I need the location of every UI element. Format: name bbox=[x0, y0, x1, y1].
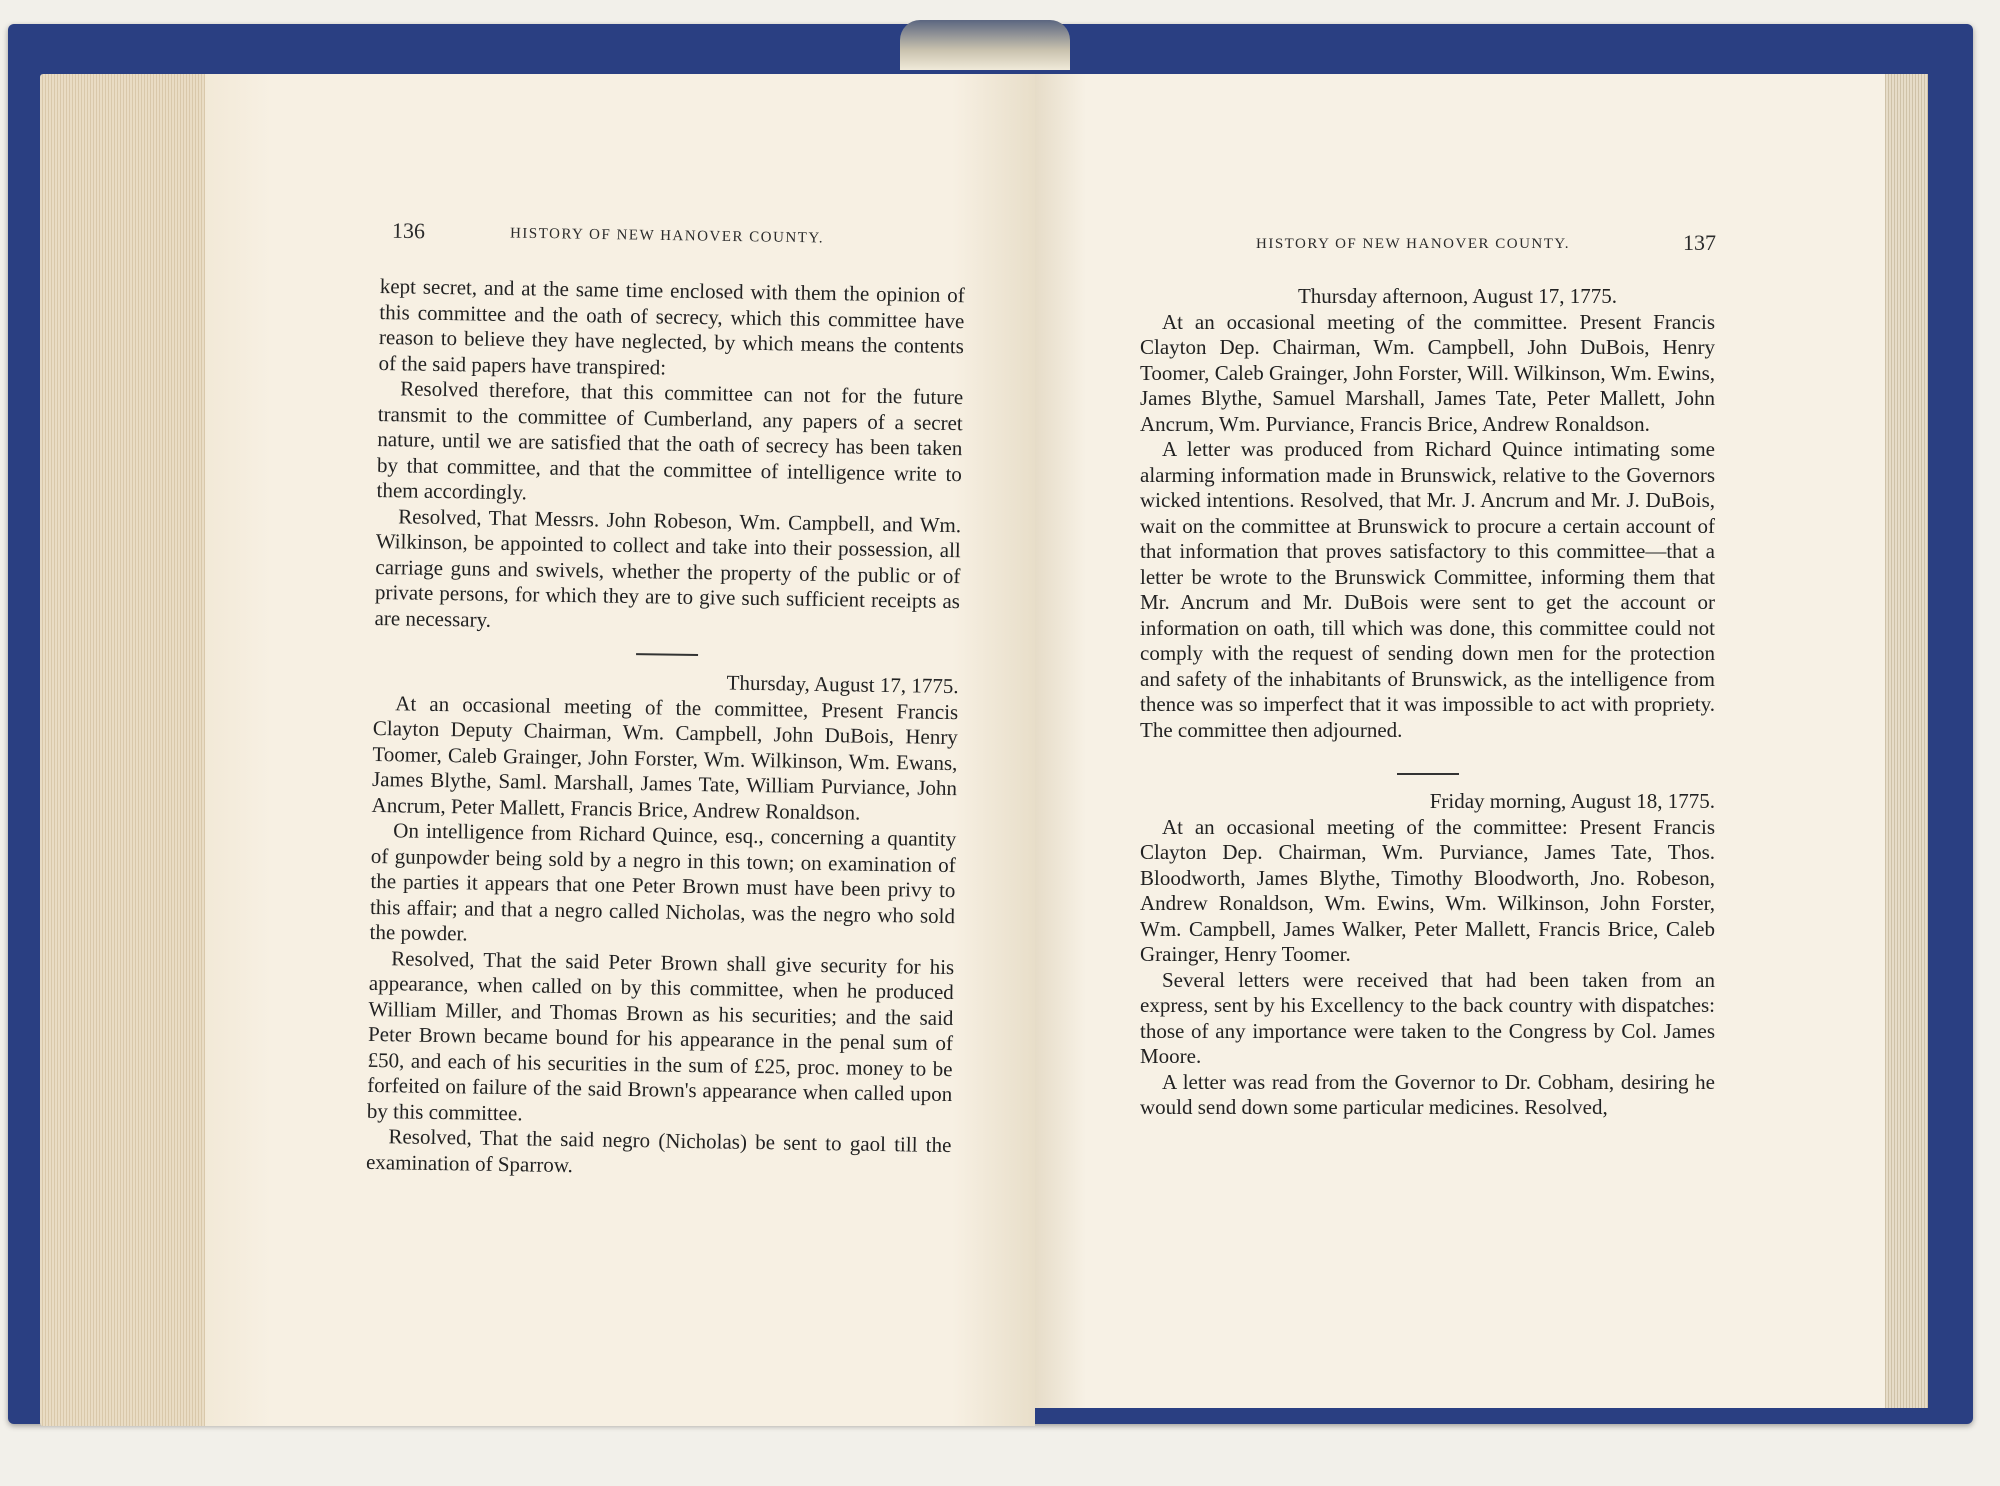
section-divider bbox=[1397, 773, 1459, 775]
paragraph: Resolved therefore, that this committee can not for the future transmit to the committee of Cumberland, any papers of a secret nature, until we are satisfied that the oath of secrecy has been taken by that committee, and that the committee of intelligence write to them accordingly. bbox=[376, 376, 964, 505]
left-page-number: 136 bbox=[391, 217, 426, 244]
dateline: Thursday afternoon, August 17, 1775. bbox=[1297, 284, 1618, 308]
left-running-head: HISTORY OF NEW HANOVER COUNTY. bbox=[509, 225, 825, 247]
left-page-body bbox=[366, 274, 965, 1184]
paragraph: Several letters were received that had been taken from an express, sent by his Excellency to the back country with dispatches: those of any importance were taken to the Congress by Col. James Moore. bbox=[1140, 967, 1715, 1068]
paragraph: Resolved, That the said negro (Nicholas) be sent to gaol till the examination of Sparrow. bbox=[365, 1124, 952, 1177]
left-page-edges bbox=[40, 74, 220, 1426]
paragraph: A letter was read from the Governor to Dr. Cobham, desiring he would send down some particular medicines. Resolved, bbox=[1140, 1069, 1715, 1119]
dateline: Friday morning, August 18, 1775. bbox=[1429, 789, 1715, 813]
right-page-number: 137 bbox=[1683, 230, 1716, 255]
paragraph: At an occasional meeting of the committee, Present Francis Clayton Deputy Chairman, Wm. Campbell, John DuBois, Henry Toomer, Caleb Grainger, John Forster, Wm. Wilkinson, Wm. Ewans, James Blythe, Saml. Marshall, James Tate, William Purviance, John Ancrum, Peter Mallett, Francis Brice, Andrew Ronaldson. bbox=[371, 690, 959, 825]
dateline: Thursday, August 17, 1775. bbox=[726, 670, 959, 699]
book-spine bbox=[900, 20, 1070, 70]
paragraph: A letter was produced from Richard Quince intimating some alarming information made in Brunswick, relative to the Governors wicked intentions. Resolved, that Mr. J. Ancrum and Mr. J. DuBois, wait on the committee at Brunswick to procure a certain account of that information that proves satisfactory to this committee—that a letter be wrote to the Brunswick Committee, informing them that Mr. Ancrum and Mr. DuBois were sent to get the account or information on oath, till which was done, this committee could not comply with the request of sending down men for the protection and safety of the inhabitants of Brunswick, as the intelligence from thence was so imperfect that it was impossible to act with propriety. The committee then adjourned. bbox=[1140, 437, 1715, 742]
paragraph: kept secret, and at the same time enclosed with them the opinion of this committee and the oath of secrecy, which this committee have reason to believe they have neglected, by which means the contents of the said papers have transpired: bbox=[378, 274, 965, 380]
paragraph: On intelligence from Richard Quince, esq., concerning a quantity of gunpowder being sold by a negro in this town; on examination of the parties it appears that one Peter Brown must have been privy to this affair; and that a negro called Nicholas, was the negro who sold the powder. bbox=[369, 818, 957, 946]
right-running-head: HISTORY OF NEW HANOVER COUNTY. bbox=[1256, 236, 1571, 252]
right-page-body bbox=[1140, 284, 1715, 1121]
paragraph: At an occasional meeting of the committee. Present Francis Clayton Dep. Chairman, Wm. Campbell, John DuBois, Henry Toomer, Caleb Grainger, John Forster, Will. Wilkinson, Wm. Ewins, James Blythe, Samuel Marshall, James Tate, Peter Mallett, John Ancrum, Wm. Purviance, Francis Brice, Andrew Ronaldson. bbox=[1140, 309, 1715, 436]
paragraph: Resolved, That Messrs. John Robeson, Wm. Campbell, and Wm. Wilkinson, be appointed to collect and take into their possession, all carriage guns and swivels, whether the property of the public or of private persons, for which they are to give such sufficient receipts as are necessary. bbox=[374, 503, 962, 632]
paragraph: At an occasional meeting of the committee: Present Francis Clayton Dep. Chairman, Wm. Purviance, James Tate, Thos. Bloodworth, James Blythe, Timothy Bloodworth, Jno. Robeson, Andrew Ronaldson, Wm. Ewins, Wm. Wilkinson, John Forster, Wm. Campbell, James Walker, Peter Mallett, Francis Brice, Caleb Grainger, Henry Toomer. bbox=[1140, 814, 1715, 966]
right-page-edges bbox=[1880, 74, 1928, 1408]
paragraph: Resolved, That the said Peter Brown shall give security for his appearance, when called on by this committee, when he produced William Miller, and Thomas Brown as his securities; and the said Peter Brown became bound for his appearance in the penal sum of £50, and each of his securities in the sum of £25, proc. money to be forfeited on failure of the said Brown's appearance when called upon by this committee. bbox=[366, 945, 955, 1125]
section-divider bbox=[636, 653, 698, 656]
